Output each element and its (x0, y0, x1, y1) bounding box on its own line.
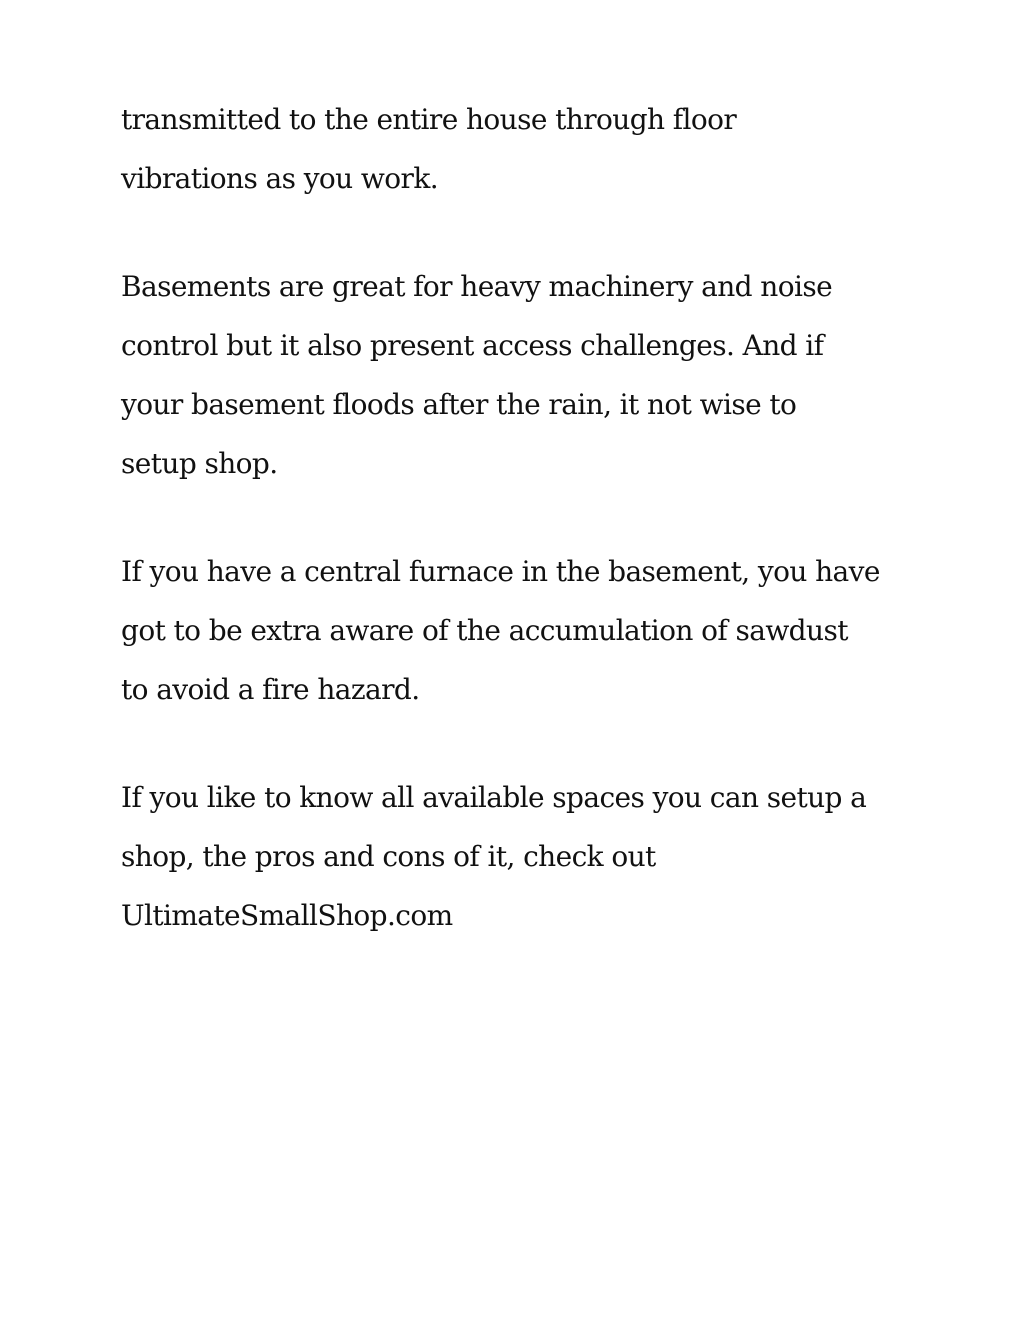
text-line: setup shop. (121, 447, 278, 480)
text-line: Basements are great for heavy machinery and noise (121, 270, 833, 303)
text-line: If you have a central furnace in the basement, you have (121, 555, 880, 588)
text-line: your basement floods after the rain, it not wise to (121, 388, 797, 421)
text-line: to avoid a fire hazard. (121, 673, 420, 706)
website-link-text: UltimateSmallShop.com (121, 899, 453, 932)
document-body (121, 90, 921, 994)
text-line: If you like to know all available spaces you can setup a (121, 781, 867, 814)
text-line: vibrations as you work. (121, 162, 438, 195)
text-line: got to be extra aware of the accumulation of sawdust (121, 614, 848, 647)
text-line: transmitted to the entire house through floor (121, 103, 737, 136)
paragraph-2 (121, 257, 921, 493)
text-line: control but it also present access challenges. And if (121, 329, 824, 362)
paragraph-4 (121, 768, 921, 945)
paragraph-3 (121, 542, 921, 719)
paragraph-1 (121, 90, 921, 208)
text-line: shop, the pros and cons of it, check out (121, 840, 656, 873)
